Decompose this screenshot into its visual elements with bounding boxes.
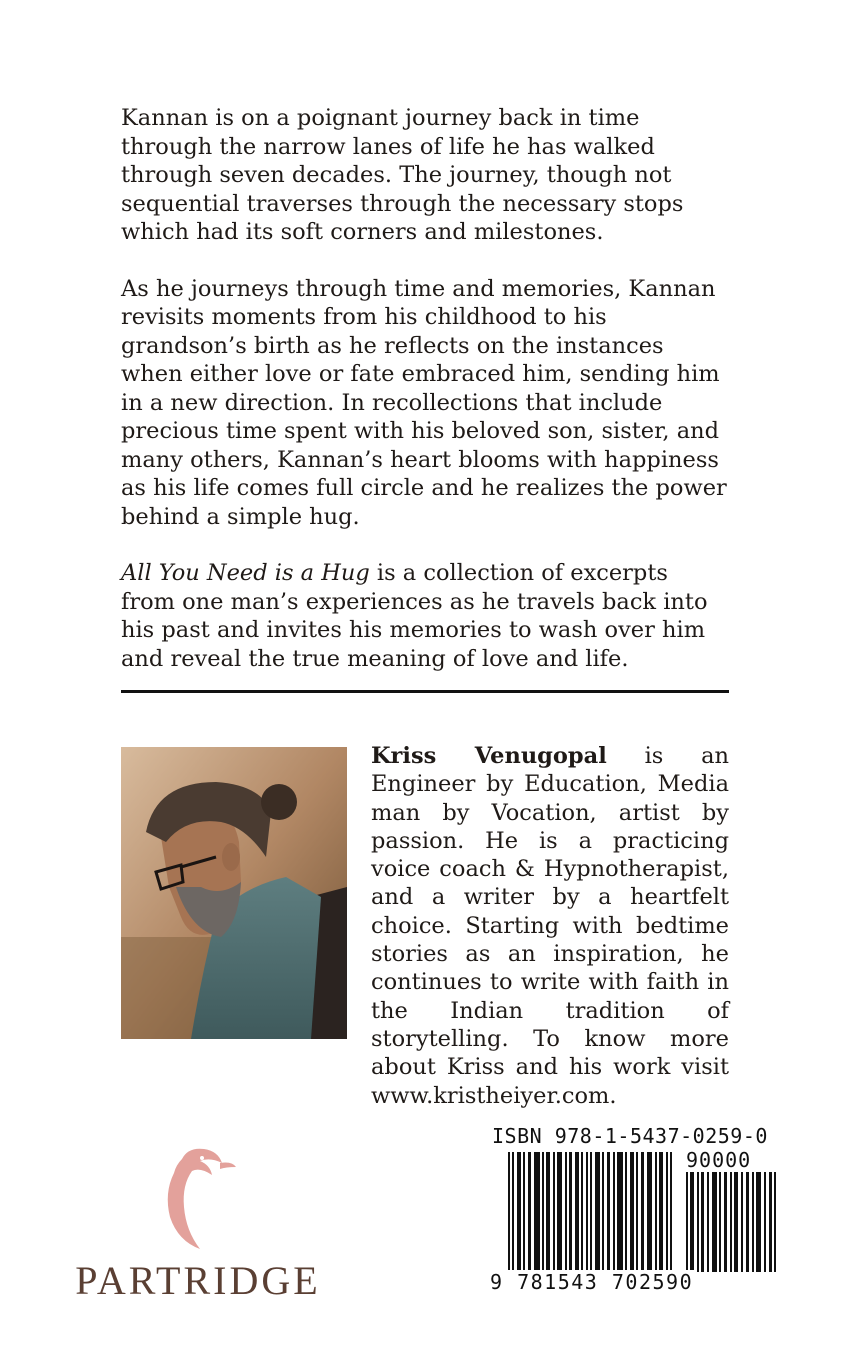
author-photo xyxy=(121,747,347,1039)
barcode-bars-addon xyxy=(686,1172,778,1272)
blurb-paragraph-2: As he journeys through time and memories, Kannan revisits moments from his childhood to his grandson’s birth as he reflects on the instances when either love or fate embraced him, sending him in a new direction. In recollections that include precious time spent with his beloved son, sister, and many others, Kannan’s heart blooms with happiness as his life comes full circle and he realizes the power behind a simple hug. xyxy=(121,275,727,530)
back-cover-blurb xyxy=(121,104,729,701)
blurb-paragraph-3-text: is a collection of excerpts from one man’s experiences as he travels back into his past and invites his memories to wash over him and reveal the true meaning of love and life. xyxy=(121,560,708,672)
blurb-paragraph-1: Kannan is on a poignant journey back in time through the narrow lanes of life he has walked through seven decades. The journey, though not sequential traverses through the necessary stops which had its soft corners and milestones. xyxy=(121,105,684,245)
blurb-paragraph-3 xyxy=(121,559,729,673)
barcode-bars-main xyxy=(508,1152,678,1286)
ean-digits: 9 781543 702590 xyxy=(490,1270,694,1294)
price-code: 90000 xyxy=(686,1148,752,1172)
author-bio xyxy=(371,742,729,1110)
isbn-number: ISBN 978-1-5437-0259-0 xyxy=(492,1124,768,1148)
author-name: Kriss Venugopal xyxy=(371,743,607,769)
author-bio-text: is an Engineer by Education, Media man by Vocation, artist by passion. He is a practicing voice coach & Hypnotherapist, and a writer by a heartfelt choice. Starting with bedtime stories as an inspiration, he continues to write with faith in the Indian tradition of storytelling. To know more about Kriss and his work visit www.kristheiyer.com. xyxy=(371,743,729,1109)
publisher-logo xyxy=(60,1145,336,1305)
section-divider xyxy=(121,690,729,693)
publisher-name: PARTRIDGE xyxy=(75,1258,321,1303)
isbn-barcode xyxy=(490,1124,790,1304)
partridge-bird-icon xyxy=(60,1145,336,1257)
book-title: All You Need is a Hug xyxy=(121,560,370,586)
